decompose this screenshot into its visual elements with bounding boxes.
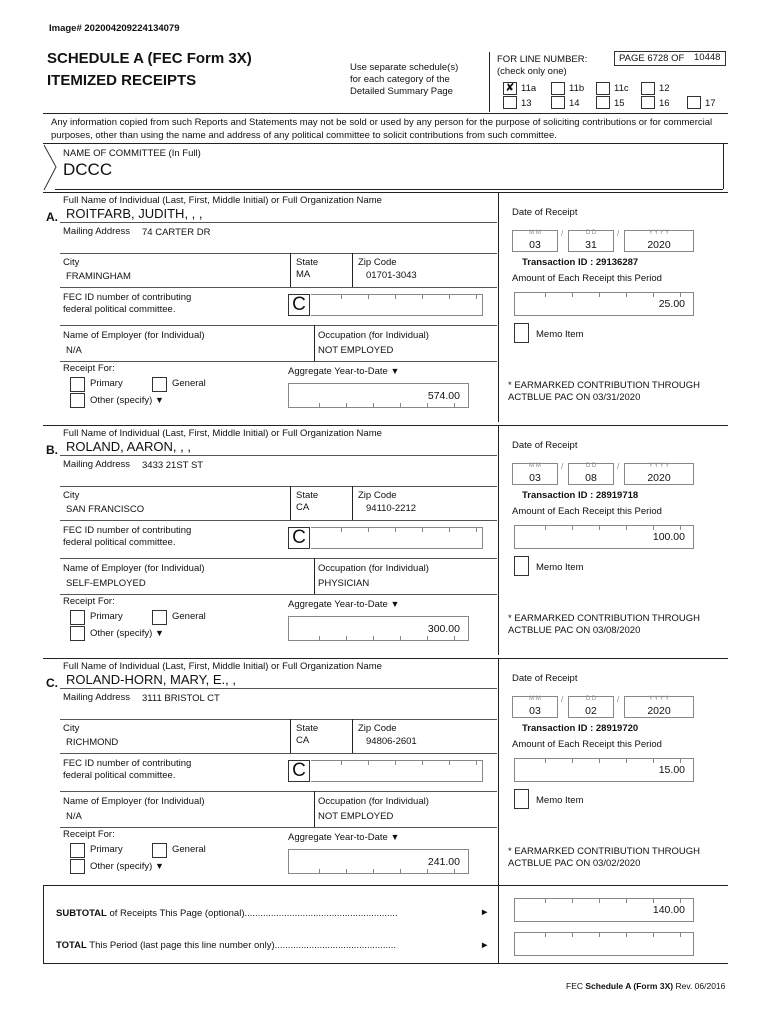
entry-a-amount: 25.00	[658, 298, 685, 310]
entry-a-month: 03	[529, 239, 541, 251]
entry-b-occupation-label: Occupation (for Individual)	[318, 563, 429, 574]
line-14-label: 14	[569, 98, 580, 109]
entry-b-fec-id-input[interactable]	[311, 527, 483, 549]
entry-c-separator	[43, 658, 728, 659]
line-12-checkbox[interactable]	[641, 82, 655, 95]
entry-c-letter: C.	[46, 676, 58, 690]
entry-a-amount-box	[514, 292, 694, 316]
entry-c-amount-label: Amount of Each Receipt this Period	[512, 739, 662, 750]
entry-c-aggregate-label	[288, 832, 399, 843]
for-line-label: FOR LINE NUMBER:	[497, 54, 588, 65]
entry-c-fec-id-label-1: FEC ID number of contributing	[63, 758, 192, 769]
entry-c-fec-id-label	[63, 758, 191, 782]
entry-a-fec-id-input[interactable]	[311, 294, 483, 316]
entry-b-divider	[498, 425, 499, 655]
entry-a-memo-checkbox[interactable]	[514, 323, 529, 343]
entry-c-mm-label: M M	[529, 696, 541, 702]
entry-b-aggregate-text: Aggregate Year-to-Date	[288, 599, 388, 610]
entry-b-yyyy-label: Y Y Y Y	[648, 463, 670, 469]
entry-a-other-down-icon: ▼	[154, 395, 164, 405]
entry-c-receipt-for-label: Receipt For:	[63, 829, 115, 840]
separate-line-2: for each category of the	[350, 74, 450, 85]
line-17-label: 17	[705, 98, 716, 109]
total-label	[56, 940, 396, 951]
line-11c-checkbox[interactable]	[596, 82, 610, 95]
line-11b-checkbox[interactable]	[551, 82, 565, 95]
entry-b-memo-label: Memo Item	[536, 562, 584, 573]
total-arrow: ►	[480, 940, 490, 951]
entry-b-earmark-line-2: ACTBLUE PAC ON 03/08/2020	[508, 625, 641, 636]
separate-line-3: Detailed Summary Page	[350, 86, 453, 97]
entry-c-date-month	[512, 696, 558, 718]
entry-c-aggregate-value: 241.00	[427, 856, 460, 868]
entry-b-date-label: Date of Receipt	[512, 440, 578, 451]
entry-c-fec-id-c: C	[288, 760, 310, 782]
entry-b-date-slash-1: /	[561, 462, 564, 471]
entry-c-date-day	[568, 696, 614, 718]
entry-b-fec-id-label-1: FEC ID number of contributing	[63, 525, 192, 536]
entry-a-occupation: NOT EMPLOYED	[318, 345, 394, 356]
entry-a-date-month	[512, 230, 558, 252]
entry-a-mm-label: M M	[529, 230, 541, 236]
footer-revision: Rev. 06/2016	[675, 981, 726, 991]
subtotal-label	[56, 908, 398, 919]
entry-c-employer: N/A	[66, 811, 82, 822]
entry-a-aggregate-text: Aggregate Year-to-Date	[288, 366, 388, 377]
entry-c-date-label: Date of Receipt	[512, 673, 578, 684]
entry-c-zip-label: Zip Code	[358, 723, 397, 734]
line-13-label: 13	[521, 98, 532, 109]
entry-c-employer-label: Name of Employer (for Individual)	[63, 796, 205, 807]
entry-b-mailing-address: 3433 21ST ST	[142, 460, 204, 471]
entry-a-city-label: City	[63, 257, 80, 268]
page-number-box	[614, 51, 726, 66]
entry-b-aggregate-label	[288, 599, 399, 610]
entry-a-letter: A.	[46, 210, 58, 224]
entry-b-other-text: Other (specify)	[90, 628, 153, 639]
entry-b-date-month	[512, 463, 558, 485]
footer	[566, 981, 725, 991]
line-11b-label: 11b	[569, 83, 585, 94]
entry-a-earmark-line-2: ACTBLUE PAC ON 03/31/2020	[508, 392, 641, 403]
entry-c-date-slash-1: /	[561, 695, 564, 704]
entry-b-year: 2020	[647, 472, 671, 484]
entry-c-fec-id-label-2: federal political committee.	[63, 770, 176, 781]
entry-c-general-label: General	[172, 844, 206, 855]
entry-b-earmark-note	[508, 613, 700, 637]
entry-c-day: 02	[585, 705, 597, 717]
line-16-label: 16	[659, 98, 670, 109]
entry-c-mailing-label: Mailing Address	[63, 692, 131, 703]
entry-b-date-slash-2: /	[617, 462, 620, 471]
subtotal-value: 140.00	[652, 904, 685, 916]
entry-c-other-checkbox[interactable]	[70, 859, 85, 874]
entry-b-other-down-icon: ▼	[154, 628, 164, 638]
entry-a-date-year	[624, 230, 694, 252]
separate-schedule-note	[350, 62, 458, 98]
entry-b-employer-label: Name of Employer (for Individual)	[63, 563, 205, 574]
entry-a-primary-checkbox[interactable]	[70, 377, 85, 392]
entry-b-primary-checkbox[interactable]	[70, 610, 85, 625]
entry-c-zip: 94806-2601	[366, 736, 417, 747]
entry-c-month: 03	[529, 705, 541, 717]
entry-c-other-down-icon: ▼	[154, 861, 164, 871]
form-subtitle: ITEMIZED RECEIPTS	[47, 72, 197, 89]
entry-c-city-label: City	[63, 723, 80, 734]
entry-c-earmark-line-2: ACTBLUE PAC ON 03/02/2020	[508, 858, 641, 869]
entry-a-mailing-label: Mailing Address	[63, 226, 131, 237]
entry-c-amount-box	[514, 758, 694, 782]
entry-b-memo-checkbox[interactable]	[514, 556, 529, 576]
footer-prefix: FEC	[566, 981, 583, 991]
entry-a-memo-label: Memo Item	[536, 329, 584, 340]
entry-b-fec-id-label	[63, 525, 191, 549]
entry-a-aggregate-box	[288, 383, 469, 408]
entry-a-date-day	[568, 230, 614, 252]
entry-b-occupation: PHYSICIAN	[318, 578, 370, 589]
entry-a-year: 2020	[647, 239, 671, 251]
entry-a-yyyy-label: Y Y Y Y	[648, 230, 670, 236]
entry-a-city: FRAMINGHAM	[66, 271, 131, 282]
entry-c-transaction-id: Transaction ID : 28919720	[522, 723, 639, 734]
entry-b-primary-label: Primary	[90, 611, 123, 622]
entry-b-letter: B.	[46, 443, 58, 457]
entry-c-other-text: Other (specify)	[90, 861, 153, 872]
entry-b-receipt-for-label: Receipt For:	[63, 596, 115, 607]
entry-c-yyyy-label: Y Y Y Y	[648, 696, 670, 702]
entry-b-employer: SELF-EMPLOYED	[66, 578, 146, 589]
entry-b-city: SAN FRANCISCO	[66, 504, 145, 515]
entry-c-occupation-label: Occupation (for Individual)	[318, 796, 429, 807]
entry-c-date-slash-2: /	[617, 695, 620, 704]
form-title: SCHEDULE A (FEC Form 3X)	[47, 50, 252, 67]
entry-a-occupation-label: Occupation (for Individual)	[318, 330, 429, 341]
subtotal-label-rest: of Receipts This Page (optional)..........................................................	[109, 908, 398, 919]
page-total: 10448	[694, 52, 721, 63]
line-13-checkbox[interactable]	[503, 96, 517, 109]
entry-a-aggregate-label	[288, 366, 399, 377]
entry-a-other-checkbox[interactable]	[70, 393, 85, 408]
line-15-checkbox[interactable]	[596, 96, 610, 109]
entry-c-memo-label: Memo Item	[536, 795, 584, 806]
entry-a-day: 31	[585, 239, 597, 251]
committee-name: DCCC	[63, 160, 113, 179]
entry-a-fec-id-label-2: federal political committee.	[63, 304, 176, 315]
footer-form-name: Schedule A (Form 3X)	[585, 981, 674, 991]
entry-b-day: 08	[585, 472, 597, 484]
entry-c-date-year	[624, 696, 694, 718]
entry-c-aggregate-box	[288, 849, 469, 874]
entry-a-state-label: State	[296, 257, 319, 268]
entry-a-employer-label: Name of Employer (for Individual)	[63, 330, 205, 341]
entry-a-fec-id-label-1: FEC ID number of contributing	[63, 292, 192, 303]
entry-c-fec-id-input[interactable]	[311, 760, 483, 782]
entry-a-aggregate-value: 574.00	[427, 390, 460, 402]
entry-a-date-slash-2: /	[617, 229, 620, 238]
entry-b-dd-label: D D	[585, 463, 597, 469]
entry-a-date-slash-1: /	[561, 229, 564, 238]
entry-c-state: CA	[296, 735, 310, 746]
entry-b-amount: 100.00	[652, 531, 685, 543]
entry-a-general-label: General	[172, 378, 206, 389]
entry-c-general-checkbox[interactable]	[152, 843, 167, 858]
line-16-checkbox[interactable]	[641, 96, 655, 109]
entry-a-fec-id-c: C	[288, 294, 310, 316]
entry-a-other-text: Other (specify)	[90, 395, 153, 406]
entry-a-amount-label: Amount of Each Receipt this Period	[512, 273, 662, 284]
entry-a-full-name-label: Full Name of Individual (Last, First, Middle Initial) or Full Organization Name	[63, 195, 382, 206]
entry-b-fec-id-c: C	[288, 527, 310, 549]
entry-b-general-checkbox[interactable]	[152, 610, 167, 625]
entry-c-state-label: State	[296, 723, 319, 734]
entry-b-aggregate-down-icon: ▼	[390, 599, 400, 609]
entry-a-earmark-note	[508, 380, 700, 404]
notice-text: Any information copied from such Reports and Statements may not be sold or used by any person for the purpose of soliciting contributions or for commercial purposes, other than using the name and address of any political committee to solicit contributions from such committee.	[51, 117, 713, 141]
entry-b-full-name-label: Full Name of Individual (Last, First, Middle Initial) or Full Organization Name	[63, 428, 382, 439]
entry-b-zip-label: Zip Code	[358, 490, 397, 501]
entry-a-zip: 01701-3043	[366, 270, 417, 281]
entry-c-dd-label: D D	[585, 696, 597, 702]
entry-c-contributor-name: ROLAND-HORN, MARY, E., ,	[66, 672, 236, 687]
entry-b-contributor-name: ROLAND, AARON, , ,	[66, 439, 191, 454]
entry-b-amount-box	[514, 525, 694, 549]
entry-c-other-label	[90, 861, 164, 872]
subtotal-arrow: ►	[480, 907, 490, 918]
entry-b-state: CA	[296, 502, 310, 513]
entry-b-other-checkbox[interactable]	[70, 626, 85, 641]
entry-a-fec-id-label	[63, 292, 191, 316]
entry-a-primary-label: Primary	[90, 378, 123, 389]
entry-a-state: MA	[296, 269, 311, 280]
line-11c-label: 11c	[614, 83, 629, 94]
entry-b-state-label: State	[296, 490, 319, 501]
entry-c-occupation: NOT EMPLOYED	[318, 811, 394, 822]
entry-b-mm-label: M M	[529, 463, 541, 469]
entry-c-aggregate-down-icon: ▼	[390, 832, 400, 842]
entry-a-aggregate-down-icon: ▼	[390, 366, 400, 376]
entry-b-other-label	[90, 628, 164, 639]
total-label-rest: This Period (last page this line number only)..............................................	[89, 940, 397, 951]
entry-b-date-day	[568, 463, 614, 485]
entry-c-divider	[498, 658, 499, 888]
entry-b-general-label: General	[172, 611, 206, 622]
line-11a-label: 11a	[521, 83, 537, 94]
entry-a-contributor-name: ROITFARB, JUDITH, , ,	[66, 206, 203, 221]
entry-b-month: 03	[529, 472, 541, 484]
entry-c-mailing-address: 3111 BRISTOL CT	[142, 693, 220, 704]
line-12-label: 12	[659, 83, 670, 94]
entry-a-general-checkbox[interactable]	[152, 377, 167, 392]
image-id: Image# 202004209224134079	[49, 23, 180, 34]
total-label-bold: TOTAL	[56, 940, 87, 951]
entry-c-full-name-label: Full Name of Individual (Last, First, Middle Initial) or Full Organization Name	[63, 661, 382, 672]
total-amount-box	[514, 932, 694, 956]
entry-b-mailing-label: Mailing Address	[63, 459, 131, 470]
entry-b-amount-label: Amount of Each Receipt this Period	[512, 506, 662, 517]
committee-label: NAME OF COMMITTEE (In Full)	[63, 148, 201, 159]
separate-line-1: Use separate schedule(s)	[350, 62, 459, 73]
entry-c-amount: 15.00	[658, 764, 685, 776]
entry-c-aggregate-text: Aggregate Year-to-Date	[288, 832, 388, 843]
entry-a-date-label: Date of Receipt	[512, 207, 578, 218]
page-label: PAGE 6728 OF	[619, 53, 685, 64]
entry-c-city: RICHMOND	[66, 737, 119, 748]
entry-c-primary-checkbox[interactable]	[70, 843, 85, 858]
entry-c-earmark-line-1: * EARMARKED CONTRIBUTION THROUGH	[508, 846, 700, 857]
entry-b-transaction-id: Transaction ID : 28919718	[522, 490, 639, 501]
line-17-checkbox[interactable]	[687, 96, 701, 109]
entry-b-fec-id-label-2: federal political committee.	[63, 537, 176, 548]
entry-b-aggregate-value: 300.00	[427, 623, 460, 635]
entry-b-zip: 94110-2212	[366, 503, 417, 514]
entry-a-divider	[498, 192, 499, 422]
entry-b-earmark-line-1: * EARMARKED CONTRIBUTION THROUGH	[508, 613, 700, 624]
subtotal-amount-box	[514, 898, 694, 922]
entry-a-mailing-address: 74 CARTER DR	[142, 227, 211, 238]
entry-a-earmark-line-1: * EARMARKED CONTRIBUTION THROUGH	[508, 380, 700, 391]
line-11a-checkbox[interactable]: ✘	[503, 82, 517, 95]
entry-a-zip-label: Zip Code	[358, 257, 397, 268]
entry-c-year: 2020	[647, 705, 671, 717]
entry-a-employer: N/A	[66, 345, 82, 356]
entry-c-earmark-note	[508, 846, 700, 870]
entry-a-separator	[43, 192, 728, 193]
entry-c-memo-checkbox[interactable]	[514, 789, 529, 809]
line-14-checkbox[interactable]	[551, 96, 565, 109]
entry-b-separator	[43, 425, 728, 426]
subtotal-label-bold: SUBTOTAL	[56, 908, 107, 919]
committee-arrow	[40, 143, 60, 193]
entry-b-date-year	[624, 463, 694, 485]
entry-a-other-label	[90, 395, 164, 406]
check-only-label: (check only one)	[497, 66, 567, 77]
entry-b-city-label: City	[63, 490, 80, 501]
entry-b-aggregate-box	[288, 616, 469, 641]
line-15-label: 15	[614, 98, 625, 109]
entry-c-primary-label: Primary	[90, 844, 123, 855]
entry-a-transaction-id: Transaction ID : 29136287	[522, 257, 639, 268]
entry-a-receipt-for-label: Receipt For:	[63, 363, 115, 374]
entry-a-dd-label: D D	[585, 230, 597, 236]
